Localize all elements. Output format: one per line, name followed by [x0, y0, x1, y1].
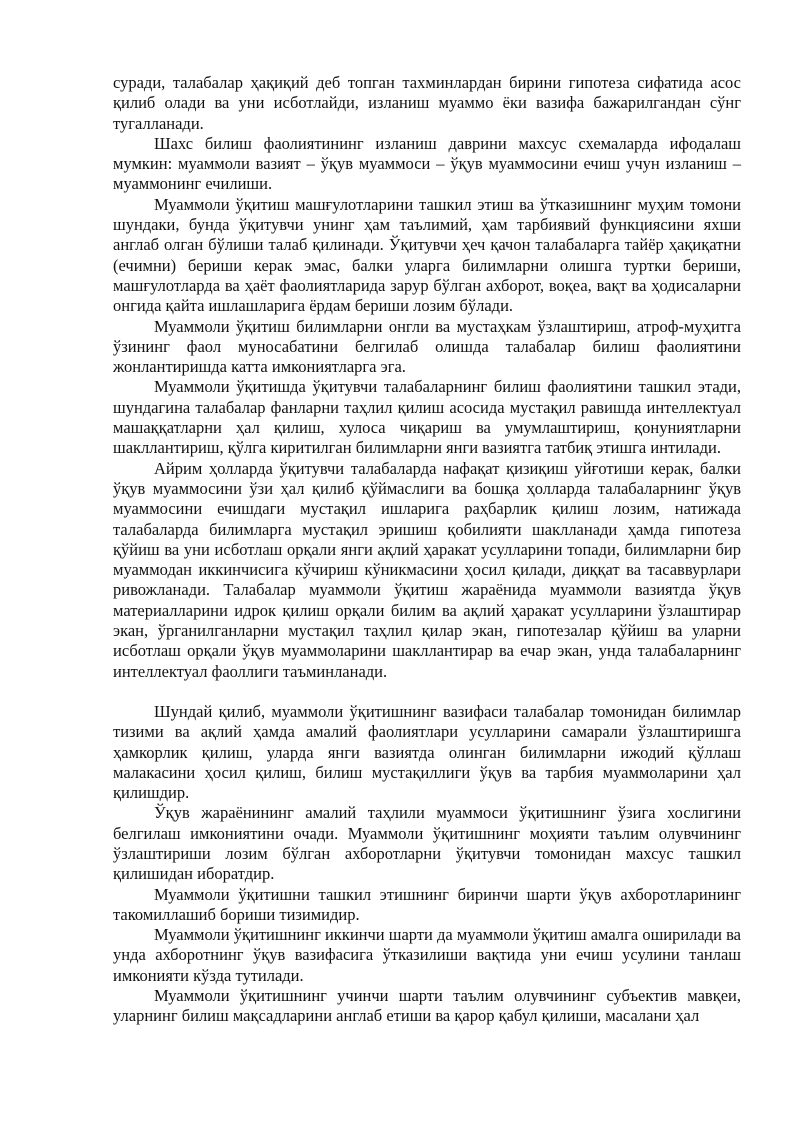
paragraph-11: Муаммоли ўқитишнинг учинчи шарти таълим олувчининг субъектив мавқеи, уларнинг билиш мақсадларини англаб етиши ва қарор қабул қилиши, масалани ҳал	[113, 986, 741, 1026]
paragraph-6: Айрим ҳолларда ўқитувчи талабаларда нафақат қизиқиш уйғотиши керак, балки ўқув муаммосини ўзи ҳал қилиб қўймаслиги ва бошқа ҳолларда талабаларнинг ўқув муаммосини ечишдаги мустақил ишларига раҳбарлик қилиш лозим, натижада талабаларда билимларга мустақил эришиш қобилияти шаклланади ҳамда гипотеза қўйиш ва уни исботлаш орқали янги ақлий ҳаракат усулларини топади, билимларни бир муаммодан иккинчисига кўчириш кўникмасини ҳосил қилади, диққат ва тасаввурлари ривожланади. Талабалар муаммоли ўқитиш жараёнида муаммоли вазиятда ўқув материалларини идрок қилиш орқали билим ва ақлий ҳаракат усулларини ўзлаштирар экан, ўрганилганларни мустақил таҳлил қилар экан, гипотезалар қўйиш ва уларни исботлаш орқали ўқув муаммоларини шакллантирар ва ечар экан, унда талабаларнинг интеллектуал фаоллиги таъминланади.	[113, 458, 741, 681]
paragraph-9: Муаммоли ўқитишни ташкил этишнинг биринчи шарти ўқув ахборотларининг такомиллашиб бориши тизимидир.	[113, 884, 741, 924]
paragraph-10: Муаммоли ўқитишнинг иккинчи шарти да муаммоли ўқитиш амалга оширилади ва унда ахборотнинг ўқув вазифасига ўтказилиши вақтида уни ечиш усулини танлаш имконияти кўзда тутилади.	[113, 925, 741, 985]
paragraph-3: Муаммоли ўқитиш машғулотларини ташкил этиш ва ўтказишнинг муҳим томони шундаки, бунда ўқитувчи унинг ҳам таълимий, ҳам тарбиявий функциясини яхши англаб олган бўлиши талаб қилинади. Ўқитувчи ҳеч қачон талабаларга тайёр ҳақиқатни (ечимни) бериши керак эмас, балки уларга билимларни олишга туртки бериши, машғулотларда ва ҳаёт фаолиятларида зарур бўлган ахборот, воқеа, вақт ва ҳодисаларни онгида қайта ишлашларига ёрдам бериши лозим бўлади.	[113, 194, 741, 316]
paragraph-1: суради, талабалар ҳақиқий деб топган тахминлардан бирини гипотеза сифатида асос қилиб олади ва уни исботлайди, изланиш муаммо ёки вазифа бажарилгандан сўнг тугалланади.	[113, 73, 741, 133]
paragraph-5: Муаммоли ўқитишда ўқитувчи талабаларнинг билиш фаолиятини ташкил этади, шундагина талабалар фанларни таҳлил қилиш асосида мустақил равишда интеллектуал машаққатларни ҳал қилиш, хулоса чиқариш ва умумлаштириш, қонуниятларни шакллантириш, қўлга киритилган билимларни янги вазиятга татбиқ этишга интилади.	[113, 377, 741, 458]
paragraph-8: Ўқув жараёнининг амалий таҳлили муаммоси ўқитишнинг ўзига хослигини белгилаш имкониятини очади. Муаммоли ўқитишнинг моҳияти таълим олувчининг ўзлаштириши лозим бўлган ахборотларни ўқитувчи томонидан махсус ташкил қилишидан иборатдир.	[113, 803, 741, 884]
document-page	[113, 73, 741, 1027]
paragraph-4: Муаммоли ўқитиш билимларни онгли ва мустаҳкам ўзлаштириш, атроф-муҳитга ўзининг фаол муносабатини белгилаб олишда талабалар билиш фаолиятини жонлантиришда катта имкониятларга эга.	[113, 316, 741, 377]
paragraph-2: Шахс билиш фаолиятининг изланиш даврини махсус схемаларда ифодалаш мумкин: муаммоли вазият – ўқув муаммоси – ўқув муаммосини ечиш учун изланиш – муаммонинг ечилиши.	[113, 133, 741, 194]
paragraph-7: Шундай қилиб, муаммоли ўқитишнинг вазифаси талабалар томонидан билимлар тизими ва ақлий ҳамда амалий фаолиятлари усулларини самарали ўзлаштиришга ҳамкорлик қилиш, уларда янги вазиятда олинган билимларни ижодий қўллаш малакасини ҳосил қилиш, билиш мустақиллиги ўқув ва тарбия муаммоларини ҳал қилишдир.	[113, 701, 741, 803]
